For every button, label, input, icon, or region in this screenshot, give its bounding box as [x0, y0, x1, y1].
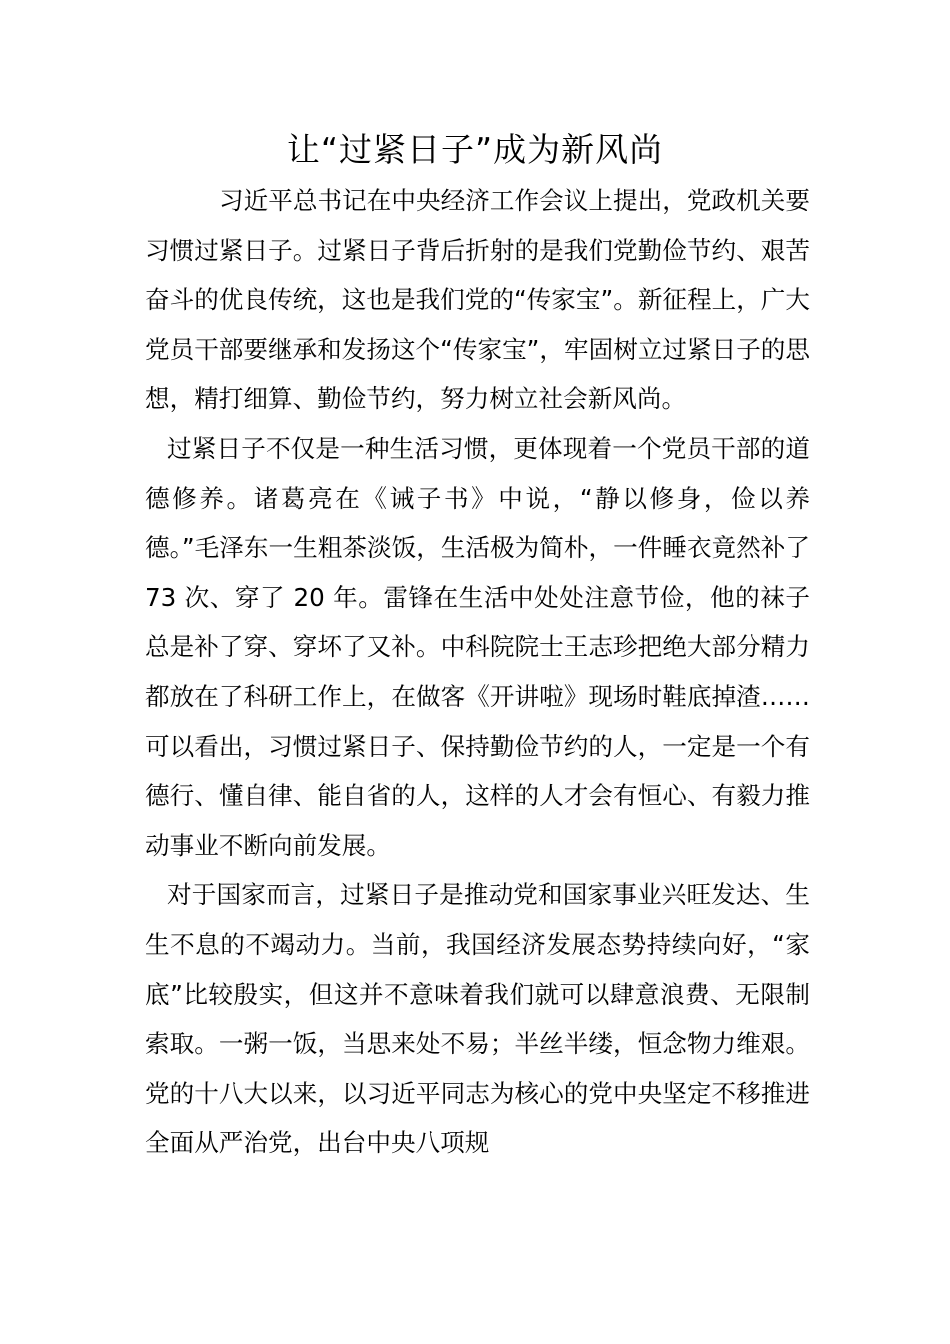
document-title: 让“过紧日子”成为新风尚 — [286, 130, 664, 169]
document-body — [145, 176, 810, 1168]
paragraph-2: 过紧日子不仅是一种生活习惯，更体现着一个党员干部的道德修养。诸葛亮在《诫子书》中说，“静以修身，俭以养德。”毛泽东一生粗茶淡饭，生活极为简朴，一件睡衣竟然补了 73 次、穿了 20 年。雷锋在生活中处处注意节俭，他的袜子总是补了穿、穿坏了又补。中科院院士王志珍把绝大部分精力都放在了科研工作上，在做客《开讲啦》现场时鞋底掉渣……可以看出，习惯过紧日子、保持勤俭节约的人，一定是一个有德行、懂自律、能自省的人，这样的人才会有恒心、有毅力推动事业不断向前发展。 — [145, 433, 810, 860]
paragraph-3: 对于国家而言，过紧日子是推动党和国家事业兴旺发达、生生不息的不竭动力。当前，我国经济发展态势持续向好，“家底”比较殷实，但这并不意味着我们就可以肆意浪费、无限制索取。一粥一饭，当思来处不易；半丝半缕，恒念物力维艰。党的十八大以来，以习近平同志为核心的党中央坚定不移推进全面从严治党，出台中央八项规 — [145, 880, 810, 1158]
paragraph-1: 习近平总书记在中央经济工作会议上提出，党政机关要习惯过紧日子。过紧日子背后折射的是我们党勤俭节约、艰苦奋斗的优良传统，这也是我们党的“传家宝”。新征程上，广大党员干部要继承和发扬这个“传家宝”，牢固树立过紧日子的思想，精打细算、勤俭节约，努力树立社会新风尚。 — [145, 186, 810, 414]
